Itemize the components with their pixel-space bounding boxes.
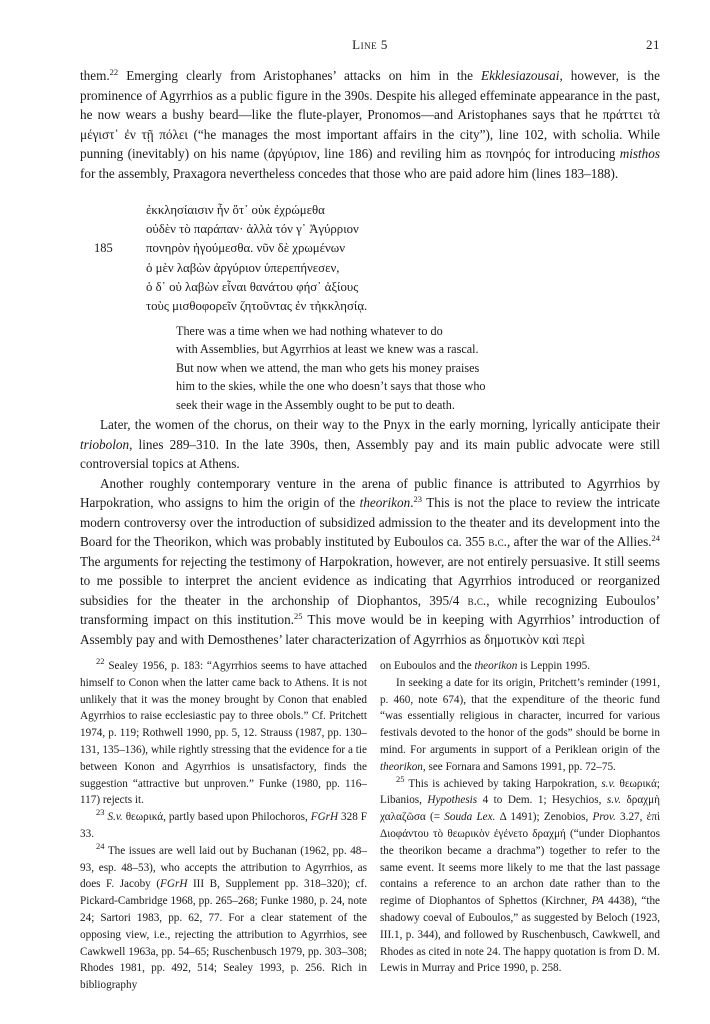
main-paragraphs-2-3 [80,415,660,649]
text-run: . [410,495,414,510]
text-run: 3.27, ἐπὶ Διοφάντου τὸ θεωρικὸν ἐγένετο δραχμή (“under Diophantos the theorikon became a drachma”) together to refer to the same event. It seems more likely to me that the last passage contains a reference to an archon date rather than to the regime of Diophantos of Sphettos (Kirchner, [380,811,661,908]
italic-text: misthos [619,146,660,161]
footnote-ref: 23 [413,494,423,504]
text-run: This move would be in keeping with Agyrrhios’ introduction of Assembly pay and with Demosthenes’ later characterization of Agyrrhios as δημοτικὸν καὶ περὶ [80,612,660,647]
footnote-22 [80,658,367,809]
translation-line: But now when we attend, the man who gets his money praises [176,360,480,375]
text-run: , however, is the prominence of Agyrrhios as a public figure in the 390s. Despite his alleged effeminate appearance in the past, he now wears a bushy beard—like the flute-player, Pronomos—and Aristophanes says that he πράττει τὰ μέγιστ᾽ ἐν τῇ πόλει (“he manages the most important affairs in the city”), line 102, with scholia. While punning (inevitably) on his name (ἀργύριον, line 186) and reviling him as πονηρός for introducing [80,68,661,161]
text-run: 4 to Dem. 1; Hesychios, [477,794,607,807]
footnote-24-continued-paragraph [380,675,660,776]
footnote-24 [80,840,367,994]
text-run: This is not the place to review the intricate modern controversy over the introduction of subsidized admission to the theater and its development into the Board for the Theorikon, which was probably instituted by Euboulos ca. 355 [80,495,661,549]
text-run: Emerging clearly from Aristophanes’ attacks on him in the [118,68,482,83]
main-paragraph-1 [80,66,660,183]
greek-verse-line: τοὺς μισθοφορεῖν ζητοῦντας ἐν τἠκκλησίᾳ. [146,299,368,314]
verse-line-number: 185 [94,241,113,256]
footnote-ref: 23 [96,807,105,818]
greek-verse-line: οὐδὲν τὸ παράπαν· ἀλλὰ τόν γ᾽ Ἀγύρριον [146,222,359,237]
translation-line: seek their wage in the Assembly ought to be put to death. [176,397,455,412]
footnotes-left-column [80,658,367,994]
greek-verse-line-numbered [94,239,616,258]
footnotes-right-column [380,658,660,977]
text-run: The arguments for rejecting the testimony of Harpokration, however, are not entirely persuasive. It still seems to me possible to interpret the ancient evidence as indicating that Agyrrhios introduced or reorganized subsidies for the theater in the archonship of Diophantos, 395/4 [80,553,660,608]
text-run: for the assembly, Praxagora nevertheless concedes that those who are paid adore him (lines 183–188). [80,165,619,181]
italic-text: PA [591,895,604,908]
text-run: , lines 289–310. In the late 390s, then, Assembly pay and its main public advocate were still controversial topics at Athens. [80,436,660,471]
text-run: Another roughly contemporary venture in the arena of public finance is attributed to Agyrrhios by Harpokration, who assigns to him the origin of the [80,475,660,510]
text-run: The issues are well laid out by Buchanan (1962, pp. 48–93, esp. 48–53), who accepts the attribution to Agyrrhios, as does F. Jacoby ( [80,844,367,891]
italic-text: Prov. [592,811,616,824]
footnote-ref: 22 [109,67,119,77]
italic-text: Souda Lex. [444,811,496,824]
footnote-ref: 24 [96,840,105,851]
greek-verse-line: ἐκκλησίαισιν ἦν ὅτ᾽ οὐκ ἐχρώμεθα [146,203,325,217]
small-caps-text: b.c. [467,592,487,608]
text-run: Sealey 1956, p. 183: “Agyrrhios seems to have attached himself to Conon when the latter came back to Athens. It is not unlikely that it was the money brought by Conon that enabled Agyrrhios to raise ecclesiastic pay to three obols.” Cf. Pritchett 1974, p. 119; Rothwell 1990, pp. 5, 12. Strauss (1987, pp. 130–131, 135–136), while rightly stressing that the evidence for a tie between Konon and Agyrrhios is unsatisfactory, finds the suggestion “attractive but unproven.” Funke (1980, pp. 116–117) rejects it. [80,660,367,807]
footnote-23 [80,809,367,843]
text-run: This is achieved by taking Harpokration, [404,777,602,790]
italic-text: S.v. [107,811,123,824]
italic-text: theorikon [474,660,518,672]
footnote-24-continued [380,658,660,675]
text-run: , after the war of the Allies. [506,534,652,549]
text-run: III B, Supplement pp. 318–320); cf. Pickard-Cambridge 1968, pp. 265–268; Funke 1980, p. 24, note 24; Sartori 1983, pp. 62, 77. For a clear statement of the opposing view, i.e., rejecting the attribution to Agyrrhios, see Cawkwell 1963a, pp. 54–65; Ruschenbusch 1979, pp. 303–308; Rhodes 1981, pp. 492, 514; Sealey 1993, p. 256. Rich in bibliography [80,878,367,992]
italic-text: s.v. [606,794,621,807]
translation-line: him to the skies, while the one who doesn’t says that those who [176,379,486,394]
text-run: θεωρικά, partly based upon Philochoros, [122,811,311,824]
italic-text: Hypothesis [427,794,478,807]
footnote-ref: 25 [294,611,303,621]
italic-text: theorikon [380,760,423,773]
text-run: Later, the women of the chorus, on their way to the Pnyx in the early morning, lyrically anticipate their [100,417,660,432]
greek-verse-line: ὁ μὲν λαβὼν ἀργύριον ὑπερεπήνεσεν, [146,260,340,275]
running-head-title: Line 5 [352,37,388,52]
paragraph [80,66,660,183]
footnote-25 [380,773,661,978]
text-run: Δ 1491); Zenobios, [495,811,593,824]
text-run: δραχμὴ χαλαζῶσα (= [380,794,660,824]
translation-line: with Assemblies, but Agyrrhios at least we knew was a rascal. [176,342,479,357]
english-translation-quote [176,322,536,414]
text-run: 328 F 33. [80,811,367,840]
page-number: 21 [646,37,660,52]
italic-text: FGrH [310,811,339,824]
text-run: θεωρικά; Libanios, [380,777,660,807]
italic-text: theorikon [359,495,411,510]
paragraph [80,415,660,474]
text-run: 4438), “the shadowy coeval of Euboulos,” as suggested by Beloch (1923, III.1, p. 344), and followed by Ruschenbusch, Cawkwell, and Rhodes as cited in note 24. The happy quotation is from D. M. Lewis in Murray and Price 1990, p. 258. [380,895,661,975]
greek-block-quote [94,201,616,316]
greek-verse-line: ὁ δ᾽ οὐ λαβὼν εἶναι θανάτου φήσ᾽ ἀξίους [146,279,359,294]
greek-verse-text: πονηρὸν ἡγούμεσθα. νῦν δὲ χρωμένων [146,241,345,256]
footnote-ref: 22 [96,656,105,666]
text-run: is Leppin 1995. [517,660,591,672]
italic-text: FGrH [160,878,188,891]
footnote-ref: 24 [651,533,660,543]
text-run: , see Fornara and Samons 1991, pp. 72–75. [422,760,616,773]
translation-line: There was a time when we had nothing whatever to do [176,324,443,338]
text-run: , while recognizing Euboulos’ transforming impact on this institution. [80,592,660,627]
paragraph [80,474,660,650]
text-run: In seeking a date for its origin, Pritchett’s reminder (1991, p. 460, note 674), that the expenditure of the theoric fund “was essentially religious in character, incurred for various festivals devoted to the honor of the gods” should be borne in mind. For arguments in support of a Periklean origin of the [380,676,660,756]
text-run: on Euboulos and the [380,660,475,672]
italic-text: Ekklesiazousai [481,68,560,83]
text-run: them. [80,68,110,83]
footnote-ref: 25 [396,773,405,784]
italic-text: triobolon [80,436,130,452]
italic-text: s.v. [601,777,616,790]
small-caps-text: b.c. [488,534,507,549]
